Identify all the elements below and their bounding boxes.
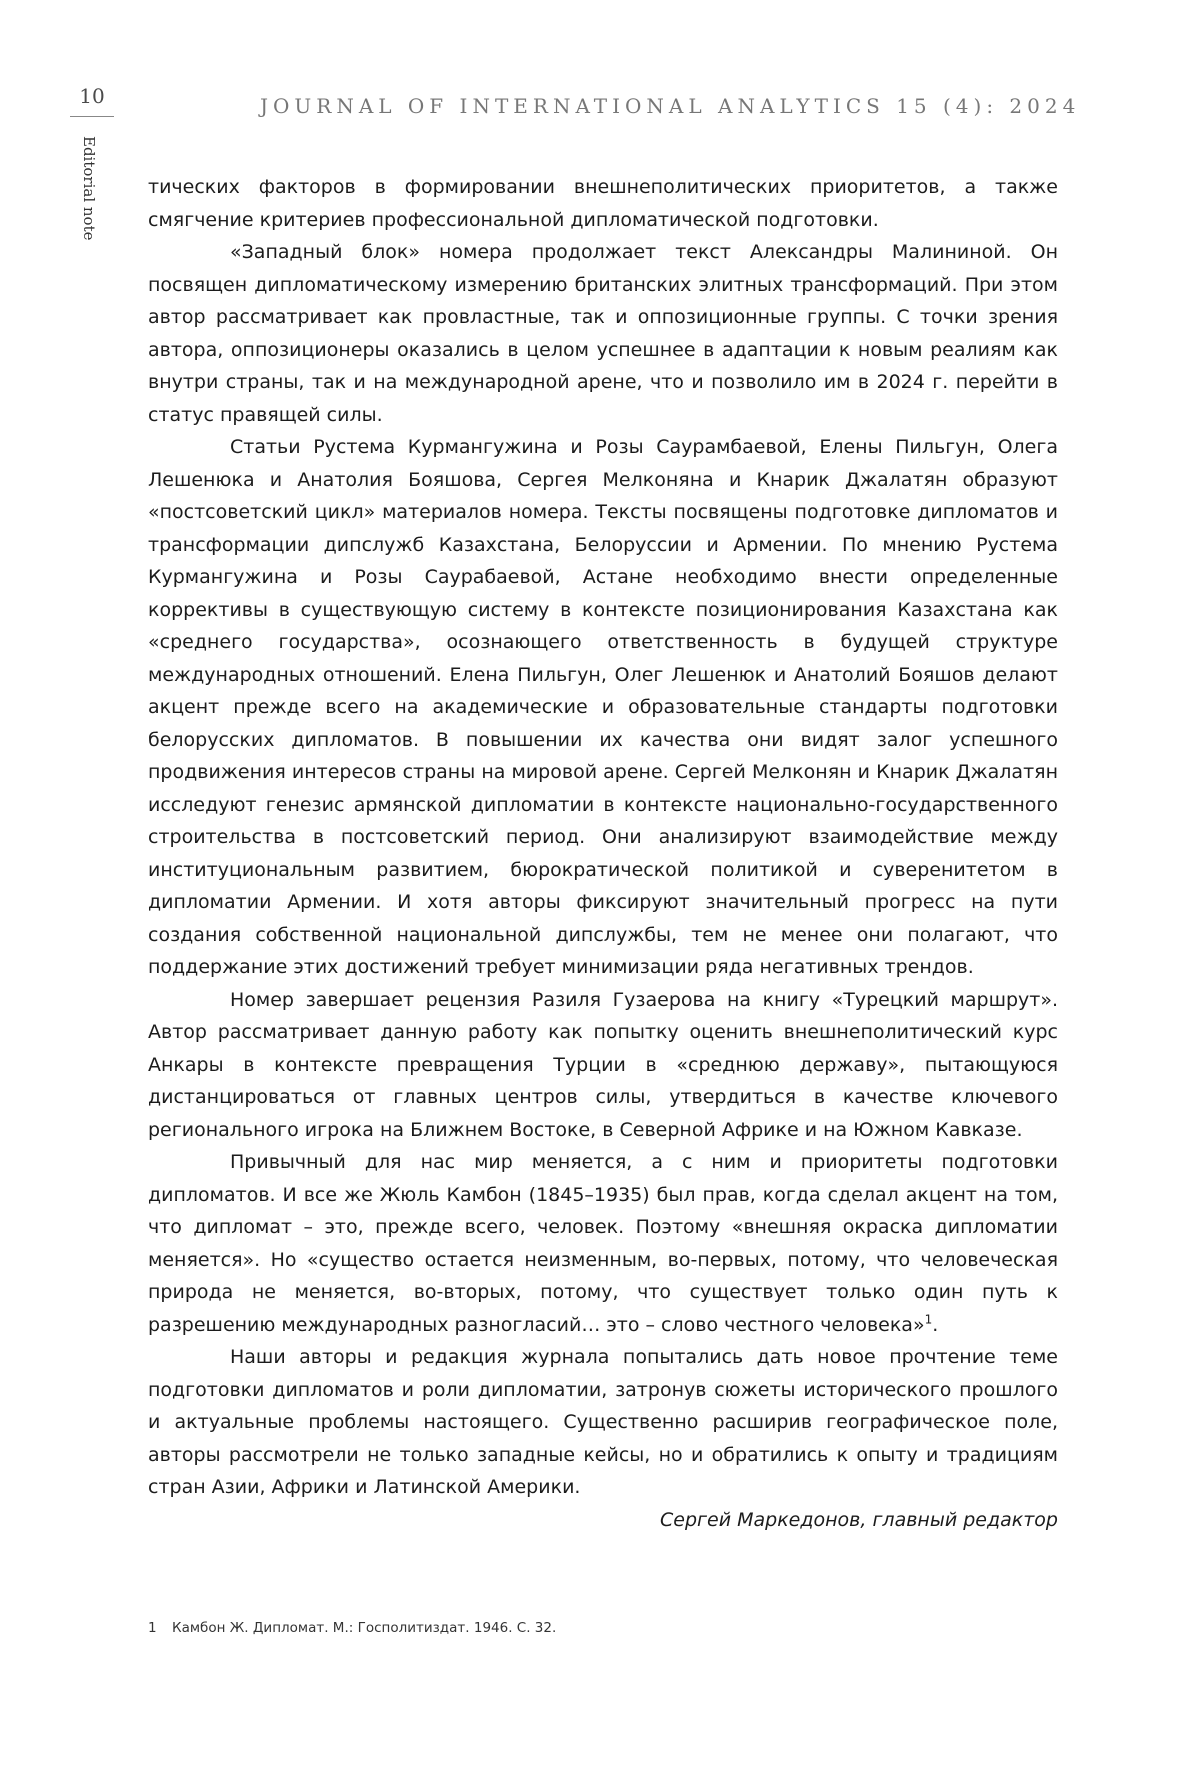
section-label: Editorial note	[80, 136, 98, 241]
main-text	[148, 171, 1058, 1536]
footnote	[148, 1620, 1058, 1636]
paragraph	[148, 1146, 1058, 1341]
footnote-ref-link[interactable]: 1	[924, 1312, 933, 1327]
footnote-text: Камбон Ж. Дипломат. М.: Госполитиздат. 1946. С. 32.	[172, 1620, 557, 1636]
footnote-number: 1	[148, 1620, 157, 1636]
paragraph-text: Привычный для нас мир меняется, а с ним и приоритеты подготовки дипломатов. И все же Жюль Камбон (1845–1935) был прав, когда сделал акцент на том, что дипломат – это, прежде всего, человек. Поэтому «внешняя окраска дипломатии меняется». Но «существо остается неизменным, во-первых, потому, что человеческая природа не меняется, во-вторых, потому, что существует только один путь к разрешению международных разногласий… это – слово честного человека»	[148, 1151, 1058, 1336]
paragraph-end: .	[932, 1313, 939, 1336]
signature: Сергей Маркедонов, главный редактор	[660, 1508, 1058, 1531]
paragraph: Номер завершает рецензия Разиля Гузаерова на книгу «Турецкий маршрут». Автор рассматривает данную работу как попытку оценить внешнеполитический курс Анкары в контексте превращения Турции в «среднюю державу», пытающуюся дистанцироваться от главных центров силы, утвердиться в качестве ключевого регионального игрока на Ближнем Востоке, в Северной Африке и на Южном Кавказе.	[148, 988, 1058, 1141]
paragraph: Статьи Рустема Курмангужина и Розы Саурамбаевой, Елены Пильгун, Олега Лешенюка и Анатолия Бояшова, Сергея Мелконяна и Кнарик Джалатян образуют «постсоветский цикл» материалов номера. Тексты посвящены подготовке дипломатов и трансформации дипслужб Казахстана, Белоруссии и Армении. По мнению Рустема Курмангужина и Розы Саурабаевой, Астане необходимо внести определенные коррективы в существующую систему в контексте позиционирования Казахстана как «среднего государства», осознающего ответственность в будущей структуре международных отношений. Елена Пильгун, Олег Лешенюк и Анатолий Бояшов делают акцент прежде всего на академические и образовательные стандарты подготовки белорусских дипломатов. В повышении их качества они видят залог успешного продвижения интересов страны на мировой арене. Сергей Мелконян и Кнарик Джалатян исследуют генезис армянской дипломатии в контексте национально-государственного строительства в постсоветский период. Они анализируют взаимодействие между институциональным развитием, бюрократической политикой и суверенитетом в дипломатии Армении. И хотя авторы фиксируют значительный прогресс на пути создания собственной национальной дипслужбы, тем не менее они полагают, что поддержание этих достижений требует минимизации ряда негативных трендов.	[148, 436, 1058, 978]
paragraph: Наши авторы и редакция журнала попытались дать новое прочтение теме подготовки дипломатов и роли дипломатии, затронув сюжеты исторического прошлого и актуальные проблемы настоящего. Существенно расширив географическое поле, авторы рассмотрели не только западные кейсы, но и обратились к опыту и традициям стран Азии, Африки и Латинской Америки.	[148, 1346, 1058, 1498]
page-number: 10	[79, 84, 105, 108]
paragraph: «Западный блок» номера продолжает текст Александры Малининой. Он посвящен дипломатическому измерению британских элитных трансформаций. При этом автор рассматривает как провластные, так и оппозиционные группы. С точки зрения автора, оппозиционеры оказались в целом успешнее в адаптации к новым реалиям как внутри страны, так и на международной арене, что и позволило им в 2024 г. перейти в статус правящей силы.	[148, 241, 1058, 426]
journal-title: JOURNAL OF INTERNATIONAL ANALYTICS 15 (4): 2024	[260, 94, 1081, 118]
paragraph: тических факторов в формировании внешнеполитических приоритетов, а также смягчение критериев профессиональной дипломатической подготовки.	[148, 176, 1058, 231]
header-rule	[70, 116, 114, 117]
